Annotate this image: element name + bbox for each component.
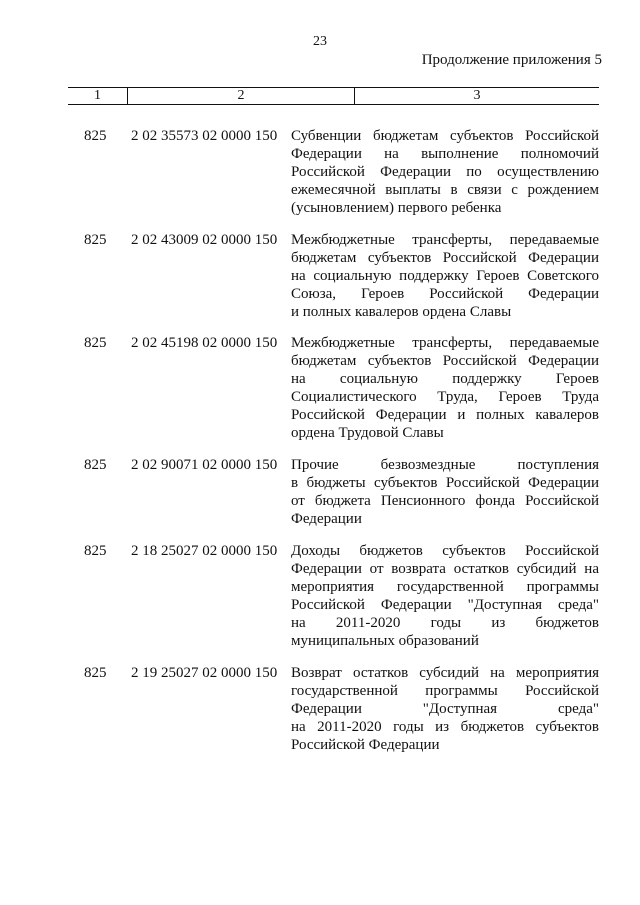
admin-code: 825 — [84, 457, 107, 473]
description-line: мероприятия государственной программы — [291, 579, 599, 595]
description-line: муниципальных образований — [291, 633, 479, 649]
admin-code: 825 — [84, 543, 107, 559]
budget-classification-code: 2 02 43009 02 0000 150 — [131, 232, 278, 248]
column-header-1: 1 — [68, 88, 128, 104]
income-description — [291, 664, 599, 754]
description-line: Федерации от возврата остатков субсидий на — [291, 561, 599, 577]
budget-classification-code: 2 19 25027 02 0000 150 — [131, 665, 278, 681]
description-line: Федерации "Доступная среда" — [291, 701, 599, 717]
description-line: Федерации на выполнение полномочий — [291, 146, 599, 162]
income-description — [291, 456, 599, 528]
admin-code: 825 — [84, 335, 107, 351]
description-line: ордена Трудовой Славы — [291, 425, 444, 441]
budget-classification-code: 2 02 45198 02 0000 150 — [131, 335, 278, 351]
description-line: в бюджеты субъектов Российской Федерации — [291, 475, 599, 491]
column-header-3: 3 — [473, 88, 481, 103]
description-line: Российской Федерации "Доступная среда" — [291, 597, 599, 613]
description-line: Субвенции бюджетам субъектов Российской — [291, 128, 599, 144]
description-line: Прочие безвозмездные поступления — [291, 457, 599, 473]
description-line: Российской Федерации — [291, 737, 440, 753]
income-description — [291, 231, 599, 321]
description-line: на социальную поддержку Героев Советского — [291, 268, 599, 284]
description-line: на 2011-2020 годы из бюджетов субъектов — [291, 719, 599, 735]
income-description — [291, 334, 599, 442]
description-line: на социальную поддержку Героев — [291, 371, 599, 387]
description-line: Российской Федерации и полных кавалеров — [291, 407, 599, 423]
description-line: Федерации — [291, 511, 362, 527]
description-line: Межбюджетные трансферты, передаваемые — [291, 232, 599, 248]
income-description — [291, 127, 599, 217]
description-line: государственной программы Российской — [291, 683, 599, 699]
admin-code: 825 — [84, 665, 107, 681]
page-number: 23 — [313, 34, 327, 49]
description-line: Союза, Героев Российской Федерации — [291, 286, 599, 302]
description-line: Социалистического Труда, Героев Труда — [291, 389, 599, 405]
description-line: и полных кавалеров ордена Славы — [291, 304, 512, 320]
column-header-2: 2 — [128, 88, 355, 104]
budget-classification-code: 2 02 35573 02 0000 150 — [131, 128, 278, 144]
description-line: (усыновлением) первого ребенка — [291, 200, 502, 216]
description-line: Межбюджетные трансферты, передаваемые — [291, 335, 599, 351]
continuation-label: Продолжение приложения 5 — [421, 52, 602, 68]
income-description — [291, 542, 599, 650]
description-line: Доходы бюджетов субъектов Российской — [291, 543, 599, 559]
description-line: Российской Федерации по осуществлению — [291, 164, 599, 180]
budget-classification-code: 2 18 25027 02 0000 150 — [131, 543, 278, 559]
budget-classification-code: 2 02 90071 02 0000 150 — [131, 457, 278, 473]
table-header — [68, 87, 599, 105]
description-line: бюджетам субъектов Российской Федерации — [291, 250, 599, 266]
description-line: Возврат остатков субсидий на мероприятия — [291, 665, 599, 681]
description-line: на 2011-2020 годы из бюджетов — [291, 615, 599, 631]
admin-code: 825 — [84, 232, 107, 248]
description-line: бюджетам субъектов Российской Федерации — [291, 353, 599, 369]
description-line: ежемесячной выплаты в связи с рождением — [291, 182, 599, 198]
description-line: от бюджета Пенсионного фонда Российской — [291, 493, 599, 509]
admin-code: 825 — [84, 128, 107, 144]
